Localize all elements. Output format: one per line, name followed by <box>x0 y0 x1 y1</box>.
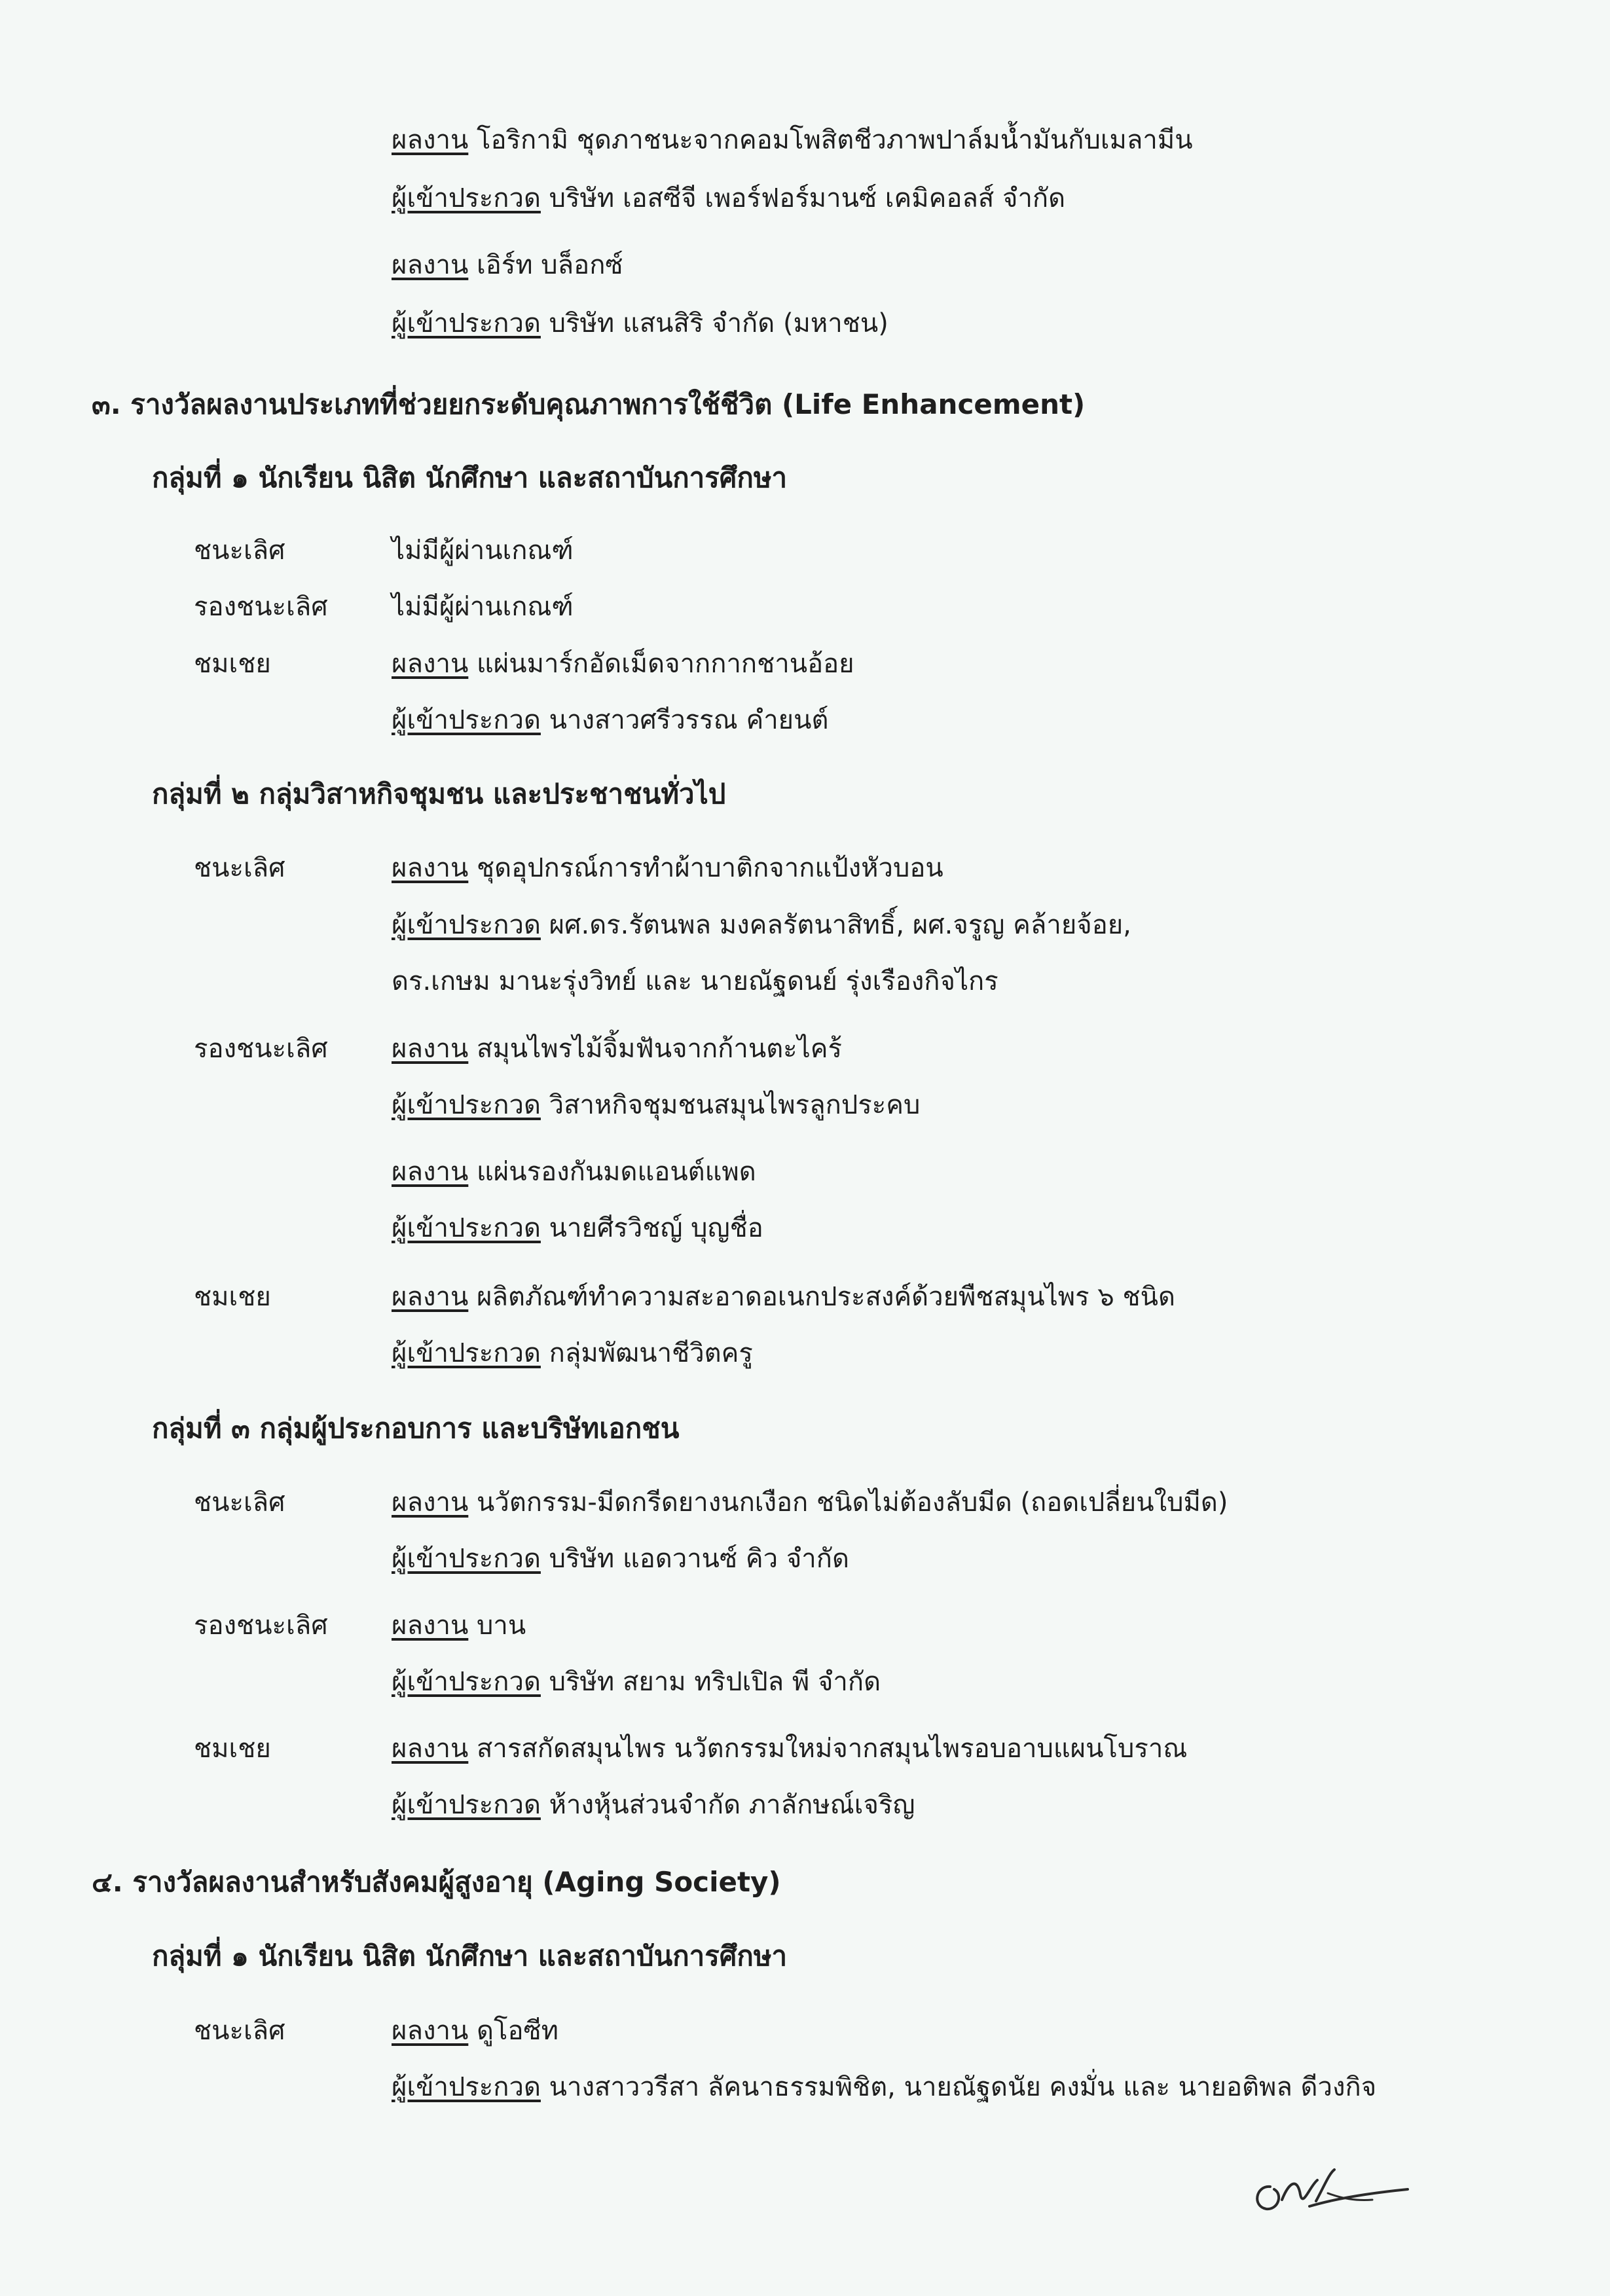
group-heading: กลุ่มที่ ๑ นักเรียน นิสิต นักศึกษา และสถาบันการศึกษา <box>152 462 788 494</box>
section-heading: ๓. รางวัลผลงานประเภทที่ช่วยยกระดับคุณภาพการใช้ชีวิต (Life Enhancement) <box>92 388 1086 420</box>
entrant-name: กลุ่มพัฒนาชีวิตครู <box>549 1338 753 1368</box>
work-label: ผลงาน <box>392 1282 469 1312</box>
work-label: ผลงาน <box>392 1034 469 1064</box>
award-rank: รองชนะเลิศ <box>194 1034 328 1064</box>
award-rank: รองชนะเลิศ <box>194 592 328 622</box>
work-label: ผลงาน <box>392 1611 469 1641</box>
entry-line <box>392 1664 881 1700</box>
group-heading: กลุ่มที่ ๑ นักเรียน นิสิต นักศึกษา และสถาบันการศึกษา <box>152 1940 788 1972</box>
entrant-name: บริษัท สยาม ทริปเปิล พี จำกัด <box>549 1667 881 1697</box>
work-label: ผลงาน <box>392 1157 469 1187</box>
entry-line <box>392 850 943 886</box>
award-rank: ชนะเลิศ <box>194 536 285 566</box>
work-label: ผลงาน <box>392 2016 469 2046</box>
work-title: แผ่นรองกันมดแอนต์แพด <box>477 1157 756 1187</box>
work-label: ผลงาน <box>392 853 469 883</box>
entry-line <box>392 180 1065 217</box>
entrant-label: ผู้เข้าประกวด <box>392 1213 541 1243</box>
entry-line <box>392 1279 1175 1315</box>
entry-line <box>392 1540 849 1577</box>
entry-line <box>392 1335 753 1372</box>
work-title: เอิร์ท บล็อกซ์ <box>477 250 623 280</box>
entry-line <box>392 1210 763 1247</box>
entrant-label: ผู้เข้าประกวด <box>392 910 541 940</box>
award-rank: ชมเชย <box>194 1282 271 1312</box>
work-title: สารสกัดสมุนไพร นวัตกรรมใหม่จากสมุนไพรอบอาบแผนโบราณ <box>477 1734 1188 1764</box>
entrant-label: ผู้เข้าประกวด <box>392 2072 541 2102</box>
entrant-label: ผู้เข้าประกวด <box>392 1544 541 1574</box>
work-title: ดูโอซีท <box>477 2016 559 2046</box>
entrant-name-continued: ดร.เกษม มานะรุ่งวิทย์ และ นายณัฐดนย์ รุ่งเรืองกิจไกร <box>392 966 998 996</box>
work-label: ผลงาน <box>392 1487 469 1518</box>
entry-line <box>392 1484 1228 1521</box>
work-title: โอริกามิ ชุดภาชนะจากคอมโพสิตชีวภาพปาล์มน้ำมันกับเมลามีน <box>477 125 1193 155</box>
work-title: ผลิตภัณฑ์ทำความสะอาดอเนกประสงค์ด้วยพืชสมุนไพร ๖ ชนิด <box>477 1282 1175 1312</box>
entry-line <box>392 1154 756 1190</box>
work-title: แผ่นมาร์กอัดเม็ดจากกากชานอ้อย <box>477 649 854 679</box>
entrant-name: บริษัท เอสซีจี เพอร์ฟอร์มานซ์ เคมิคอลส์ จำกัด <box>549 183 1066 213</box>
award-rank: รองชนะเลิศ <box>194 1611 328 1641</box>
entry-line <box>392 122 1193 158</box>
entry-line <box>392 702 828 738</box>
award-rank: ชนะเลิศ <box>194 2016 285 2046</box>
entry-line <box>392 907 1131 943</box>
entrant-name: ห้างหุ้นส่วนจำกัด ภาลักษณ์เจริญ <box>549 1790 915 1820</box>
entrant-label: ผู้เข้าประกวด <box>392 705 541 735</box>
entrant-name: นายศีรวิชญ์ บุญชื่อ <box>549 1213 763 1243</box>
award-rank: ชนะเลิศ <box>194 853 285 883</box>
work-title: นวัตกรรม-มีดกรีดยางนกเงือก ชนิดไม่ต้องลับมีด (ถอดเปลี่ยนใบมีด) <box>477 1487 1228 1518</box>
entry-line <box>392 247 623 283</box>
entrant-name: ผศ.ดร.รัตนพล มงคลรัตนาสิทธิ์, ผศ.จรูญ คล้ายจ้อย, <box>549 910 1131 940</box>
work-title: ชุดอุปกรณ์การทำผ้าบาติกจากแป้งหัวบอน <box>477 853 943 883</box>
entrant-label: ผู้เข้าประกวด <box>392 1338 541 1368</box>
entry-line <box>392 2069 1376 2105</box>
work-title: บาน <box>477 1611 526 1641</box>
no-qualifier: ไม่มีผู้ผ่านเกณฑ์ <box>392 592 574 622</box>
work-label: ผลงาน <box>392 125 469 155</box>
entrant-name: บริษัท แสนสิริ จำกัด (มหาชน) <box>549 308 888 338</box>
entrant-label: ผู้เข้าประกวด <box>392 308 541 338</box>
entry-line <box>392 2013 558 2049</box>
entrant-label: ผู้เข้าประกวด <box>392 183 541 213</box>
award-rank: ชนะเลิศ <box>194 1487 285 1518</box>
entrant-label: ผู้เข้าประกวด <box>392 1667 541 1697</box>
award-rank: ชมเชย <box>194 649 271 679</box>
entrant-label: ผู้เข้าประกวด <box>392 1790 541 1820</box>
group-heading: กลุ่มที่ ๓ กลุ่มผู้ประกอบการ และบริษัทเอกชน <box>152 1412 680 1444</box>
entrant-name: วิสาหกิจชุมชนสมุนไพรลูกประคบ <box>549 1090 921 1120</box>
entrant-name: นางสาววรีสา ลัคนาธรรมพิชิต, นายณัฐดนัย คงมั่น และ นายอติพล ดีวงกิจ <box>549 2072 1377 2102</box>
entry-line <box>392 1087 920 1123</box>
work-label: ผลงาน <box>392 1734 469 1764</box>
award-rank: ชมเชย <box>194 1734 271 1764</box>
entrant-name: นางสาวศรีวรรณ คำยนต์ <box>549 705 829 735</box>
entry-line <box>392 305 888 342</box>
entry-line <box>392 1607 526 1644</box>
entry-line <box>392 1730 1187 1767</box>
no-qualifier: ไม่มีผู้ผ่านเกณฑ์ <box>392 536 574 566</box>
entrant-label: ผู้เข้าประกวด <box>392 1090 541 1120</box>
entry-line <box>392 1787 915 1823</box>
entrant-name: บริษัท แอดวานซ์ คิว จำกัด <box>549 1544 849 1574</box>
entry-line <box>392 1030 842 1067</box>
signature-mark <box>1244 2160 1414 2219</box>
section-heading: ๔. รางวัลผลงานสำหรับสังคมผู้สูงอายุ (Aging Society) <box>92 1866 781 1898</box>
work-title: สมุนไพรไม้จิ้มฟันจากก้านตะไคร้ <box>477 1034 843 1064</box>
group-heading: กลุ่มที่ ๒ กลุ่มวิสาหกิจชุมชน และประชาชนทั่วไป <box>152 778 726 810</box>
entry-line <box>392 646 854 682</box>
work-label: ผลงาน <box>392 649 469 679</box>
work-label: ผลงาน <box>392 250 469 280</box>
